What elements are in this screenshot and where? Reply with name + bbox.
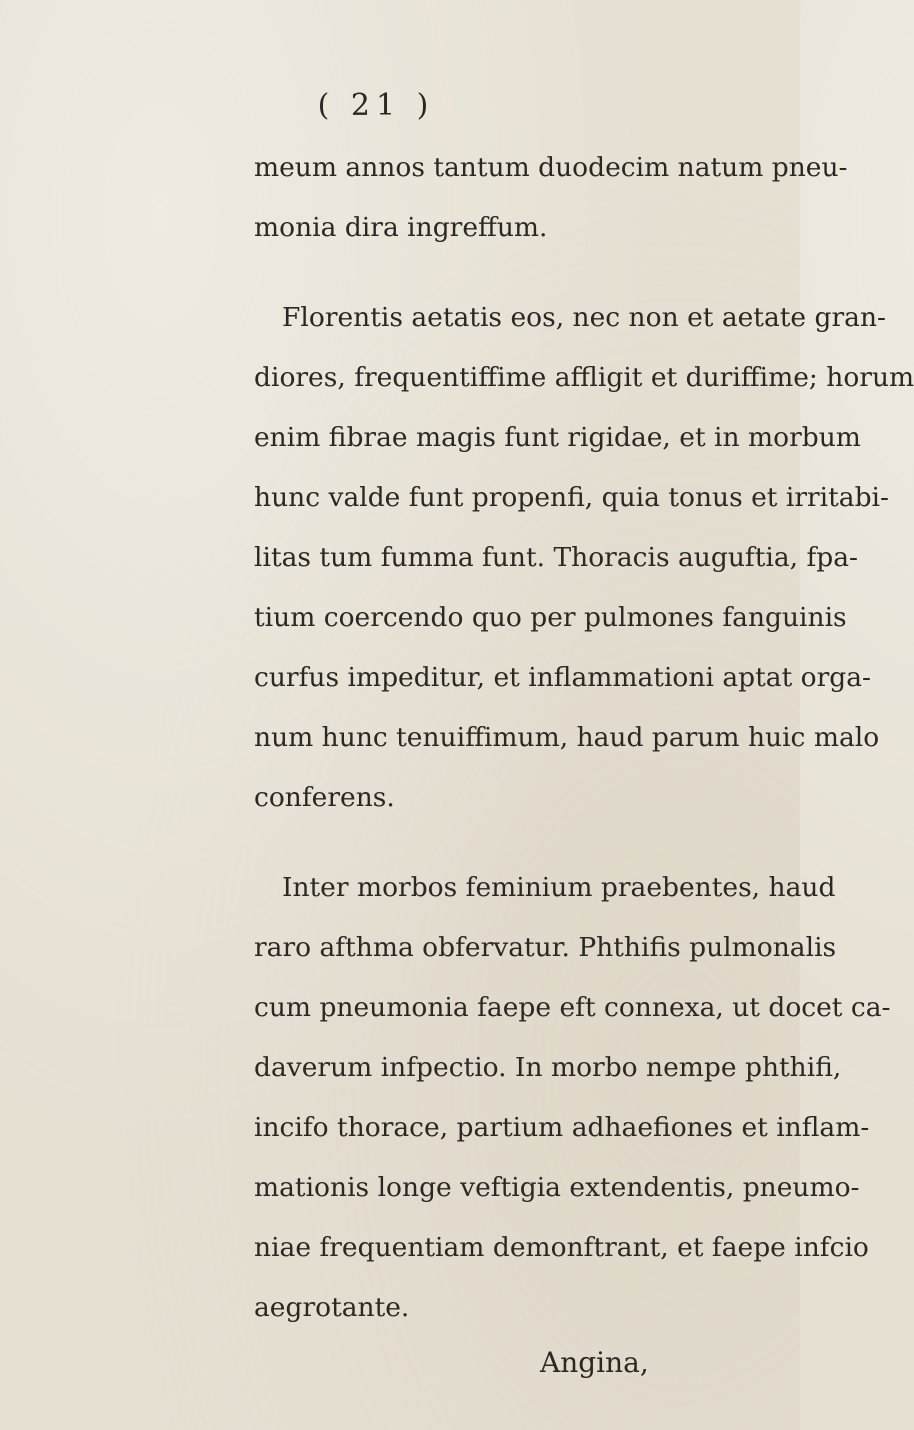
text-line: meum annos tantum duodecim natum pneu- [254, 152, 848, 183]
text-line: daverum infpectio. In morbo nempe phthifi, [254, 1052, 842, 1083]
text-line: hunc valde funt propenfi, quia tonus et irritabi- [254, 482, 889, 513]
text-line: mationis longe veftigia extendentis, pneumo- [254, 1172, 860, 1203]
text-line: enim fibrae magis funt rigidae, et in morbum [254, 422, 861, 453]
text-line: incifo thorace, partium adhaefiones et inflam- [254, 1112, 870, 1143]
page-number: ( 21 ) [317, 88, 435, 123]
text-line: tium coercendo quo per pulmones fanguinis [254, 602, 847, 633]
text-line: cum pneumonia faepe eft connexa, ut docet ca- [254, 992, 891, 1023]
paragraph-1 [254, 138, 848, 258]
text-line: litas tum fumma funt. Thoracis auguftia, fpa- [254, 542, 858, 573]
paragraph-3 [254, 858, 891, 1338]
text-line: Florentis aetatis eos, nec non et aetate gran- [282, 302, 886, 333]
text-line: conferens. [254, 782, 395, 813]
body-text [254, 138, 914, 1338]
paragraph-2 [254, 288, 914, 828]
text-line: diores, frequentiffime affligit et duriffime; horum [254, 362, 914, 393]
text-line: aegrotante. [254, 1292, 410, 1323]
text-line: Inter morbos feminium praebentes, haud [282, 872, 836, 903]
text-line: curfus impeditur, et inflammationi aptat orga- [254, 662, 871, 693]
text-line: niae frequentiam demonftrant, et faepe infcio [254, 1232, 869, 1263]
text-line: num hunc tenuiffimum, haud parum huic malo [254, 722, 880, 753]
text-line: monia dira ingreffum. [254, 212, 548, 243]
catchword: Angina, [540, 1346, 649, 1379]
text-line: raro afthma obfervatur. Phthifis pulmonalis [254, 932, 837, 963]
